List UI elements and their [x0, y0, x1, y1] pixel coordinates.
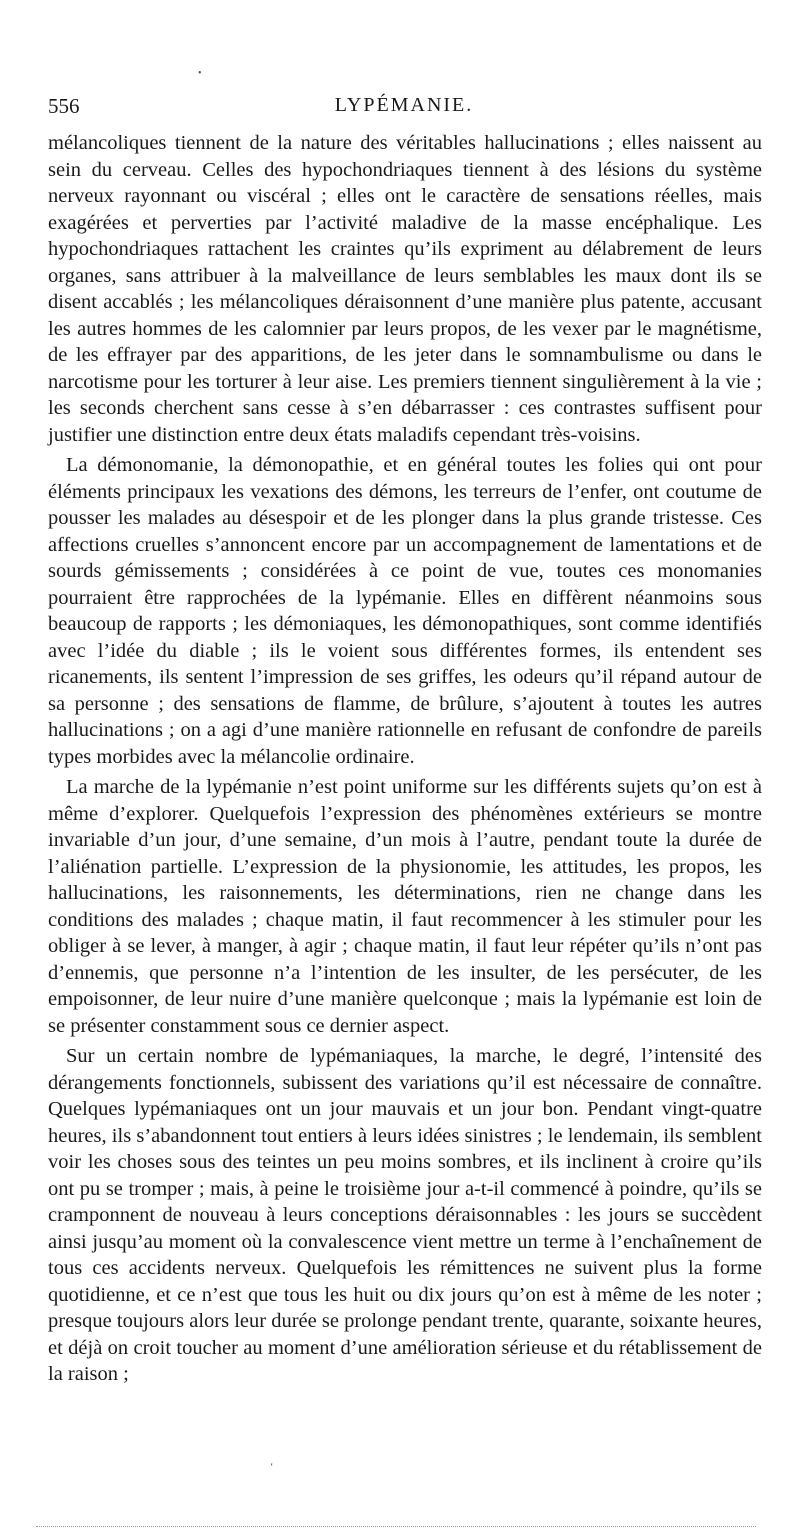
paragraph-continuation: mélancoliques tiennent de la nature des véritables hallucinations ; elles naissent au sein du cerveau. Celles des hypochondriaques tiennent à des lésions du système nerveux rayonnant ou viscéral ; elles ont le caractère de sensations réelles, mais exagérées et perverties par l’activité maladive de la masse encéphalique. Les hypochondriaques rattachent les craintes qu’ils expriment au délabrement de leurs organes, sans attribuer à la malveillance de leurs semblables les maux dont ils se disent accablés ; les mélancoliques déraisonnent d’une manière plus patente, accusant les autres hommes de les calomnier par leurs propos, de les vexer par le magnétisme, de les effrayer par des apparitions, de les jeter dans le somnambulisme ou dans le narcotisme pour les torturer à leur aise. Les premiers tiennent singulièrement à la vie ; les seconds cherchent sans cesse à s’en débarrasser : ces contrastes suffisent pour justifier une distinction entre deux états maladifs cependant très-voisins. [48, 132, 762, 446]
running-head: LYPÉMANIE. [334, 94, 474, 116]
body-text [48, 130, 762, 1392]
page-header [48, 94, 760, 122]
paragraph-demonomanie: La démonomanie, la démonopathie, et en général toutes les folies qui ont pour éléments principaux les vexations des démons, les terreurs de l’enfer, ont coutume de pousser les malades au désespoir et de les plonger dans la plus grande tristesse. Ces affections cruelles s’annoncent encore par un accompagnement de lamentations et de sourds gémissements ; considérées à ce point de vue, toutes ces monomanies pourraient être rapprochées de la lypémanie. Elles en diffèrent néanmoins sous beaucoup de rapports ; les démoniaques, les démonopathiques, sont comme identifiés avec l’idée du diable ; ils le voient sous différentes formes, ils entendent ses ricanements, ils sentent l’impression de ses griffes, les odeurs qu’il répand autour de sa personne ; des sensations de flamme, de brûlure, s’ajoutent à toutes les autres hallucinations ; on a agi d’une manière rationnelle en refusant de confondre de pareils types morbides avec la mélancolie ordinaire. [48, 454, 762, 768]
paragraph-variations: Sur un certain nombre de lypémaniaques, la marche, le degré, l’intensité des dérangements fonctionnels, subissent des variations qu’il est nécessaire de connaître. Quelques lypémaniaques ont un jour mauvais et un jour bon. Pendant vingt-quatre heures, ils s’abandonnent tout entiers à leurs idées sinistres ; le lendemain, ils semblent voir les choses sous des teintes un peu moins sombres, et ils inclinent à croire qu’ils ont pu se tromper ; mais, à peine le troisième jour a-t-il commencé à poindre, qu’ils se cramponnent de nouveau à leurs conceptions déraisonnables : les jours se succèdent ainsi jusqu’au moment où la convalescence vient mettre un terme à l’enchaînement de tous ces accidents nerveux. Quelquefois les rémittences ne suivent plus la forme quotidienne, et ce n’est que tous les huit ou dix jours qu’on est à même de les noter ; presque toujours alors leur durée se prolonge pendant trente, quarante, soixante heures, et déjà on croit toucher au moment d’une amélioration sérieuse et du rétablissement de la raison ; [48, 1045, 762, 1385]
stray-ink-mark: ʻ [270, 1462, 274, 1473]
stray-ink-mark: • [198, 68, 202, 79]
footer-rule [36, 1526, 756, 1527]
paragraph-marche: La marche de la lypémanie n’est point uniforme sur les différents sujets qu’on est à même d’explorer. Quelquefois l’expression des phénomènes extérieurs se montre invariable d’un jour, d’une semaine, d’un mois à l’autre, pendant toute la durée de l’aliénation partielle. L’expression de la physionomie, les attitudes, les propos, les hallucinations, les raisonnements, les déterminations, rien ne change dans les conditions des malades ; chaque matin, il faut recommencer à les stimuler pour les obliger à se lever, à manger, à agir ; chaque matin, il faut leur répéter qu’ils n’ont pas d’ennemis, que personne n’a l’intention de les insulter, de les persécuter, de les empoisonner, de leur nuire d’une manière quelconque ; mais la lypémanie est loin de se présenter constamment sous ce dernier aspect. [48, 776, 762, 1037]
page-number: 556 [48, 94, 80, 118]
